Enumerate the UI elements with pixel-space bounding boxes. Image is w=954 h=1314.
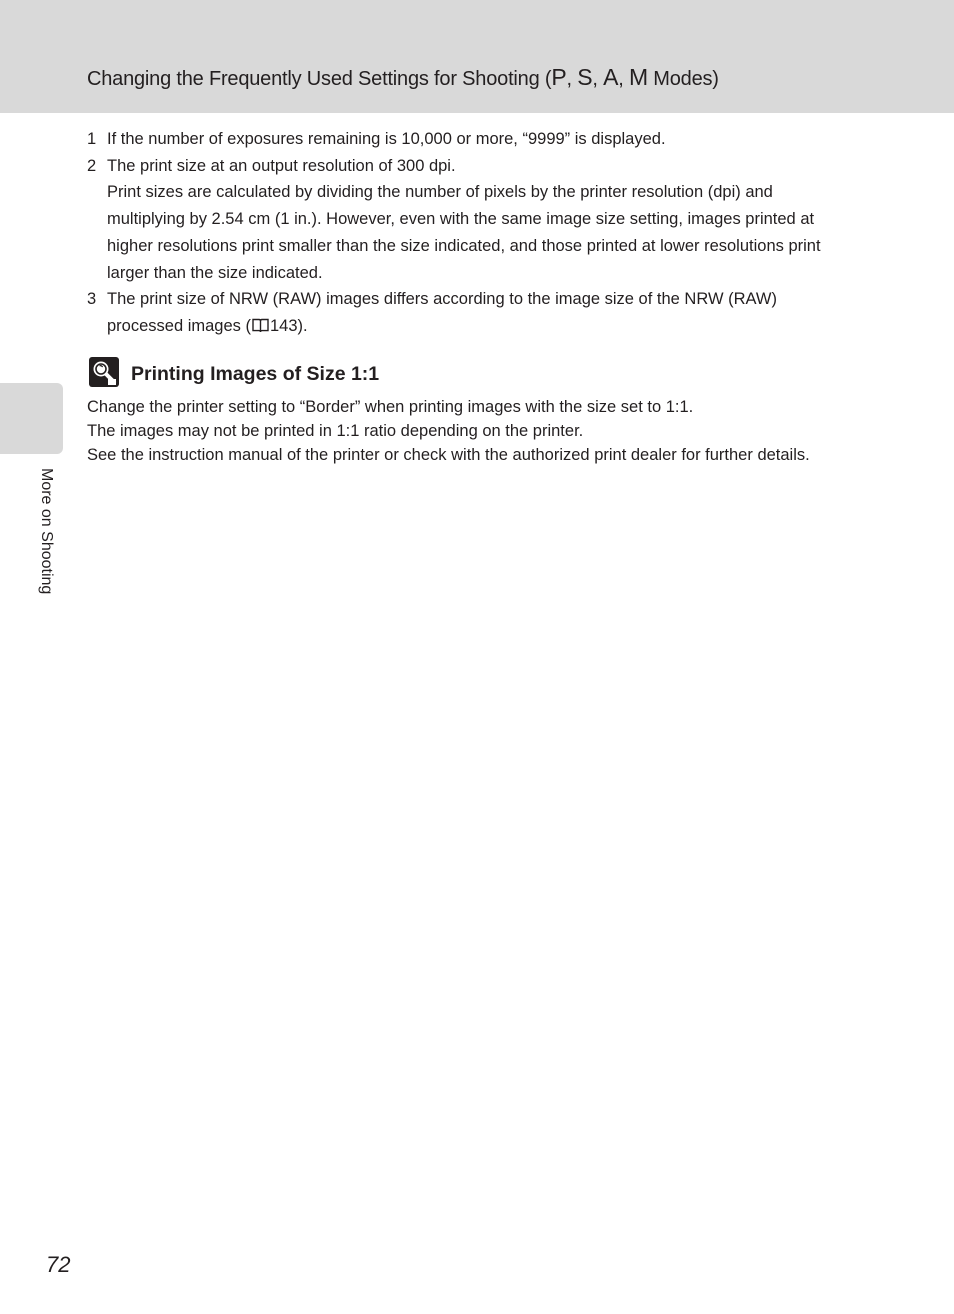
- reference-suffix: ).: [297, 316, 308, 335]
- mode-a: A: [603, 64, 619, 90]
- mode-m: M: [628, 64, 648, 90]
- title-suffix: Modes): [647, 68, 719, 90]
- book-reference-icon: [252, 318, 269, 333]
- footnote-text: higher resolutions print smaller than the size indicated, and those printed at lower resolutions print: [107, 236, 821, 255]
- header-band: [0, 0, 954, 113]
- footnotes-list: [87, 126, 887, 340]
- mode-s: S: [577, 64, 593, 90]
- mode-p: P: [551, 64, 567, 90]
- footnote-text: The print size at an output resolution of 300 dpi.: [107, 156, 456, 175]
- page-number: 72: [46, 1252, 71, 1277]
- tip-title: Printing Images of Size 1:1: [131, 363, 380, 385]
- tip-text: Change the printer setting to “Border” when printing images with the size set to 1:1.: [87, 398, 694, 416]
- footnote-text: larger than the size indicated.: [107, 263, 323, 282]
- magnifier-tip-icon: [89, 357, 119, 387]
- footnote-item: [87, 126, 887, 153]
- reference-prefix: processed images (: [107, 316, 251, 335]
- tip-heading: [87, 357, 887, 389]
- section-label: More on Shooting: [38, 468, 55, 595]
- page-title: [87, 64, 719, 91]
- mode-separator: ,: [566, 68, 578, 90]
- mode-separator: ,: [592, 68, 604, 90]
- footnote-number: 2: [87, 156, 97, 175]
- footnote-item: [87, 286, 887, 339]
- footnote-text: If the number of exposures remaining is 10,000 or more, “9999” is displayed.: [107, 130, 666, 148]
- footnote-number: 3: [87, 290, 97, 309]
- tip-text: See the instruction manual of the printer or check with the authorized print dealer for further details.: [87, 446, 810, 464]
- mode-separator: ,: [618, 68, 629, 90]
- footnote-text-with-reference: [107, 313, 887, 340]
- reference-page[interactable]: 143: [269, 316, 298, 335]
- tip-text: The images may not be printed in 1:1 ratio depending on the printer.: [87, 422, 584, 440]
- footnote-text: Print sizes are calculated by dividing the number of pixels by the printer resolution (dpi) and: [107, 183, 773, 202]
- footnote-text: The print size of NRW (RAW) images differs according to the image size of the NRW (RAW): [107, 290, 777, 309]
- footnote-text: multiplying by 2.54 cm (1 in.). However, even with the same image size setting, images printed at: [107, 210, 815, 229]
- tip-body: [87, 395, 887, 467]
- tip-box: [87, 357, 887, 467]
- footnote-item: [87, 153, 887, 287]
- footnote-number: 1: [87, 130, 97, 148]
- title-prefix: Changing the Frequently Used Settings for Shooting (: [87, 68, 552, 90]
- section-tab: [0, 383, 63, 454]
